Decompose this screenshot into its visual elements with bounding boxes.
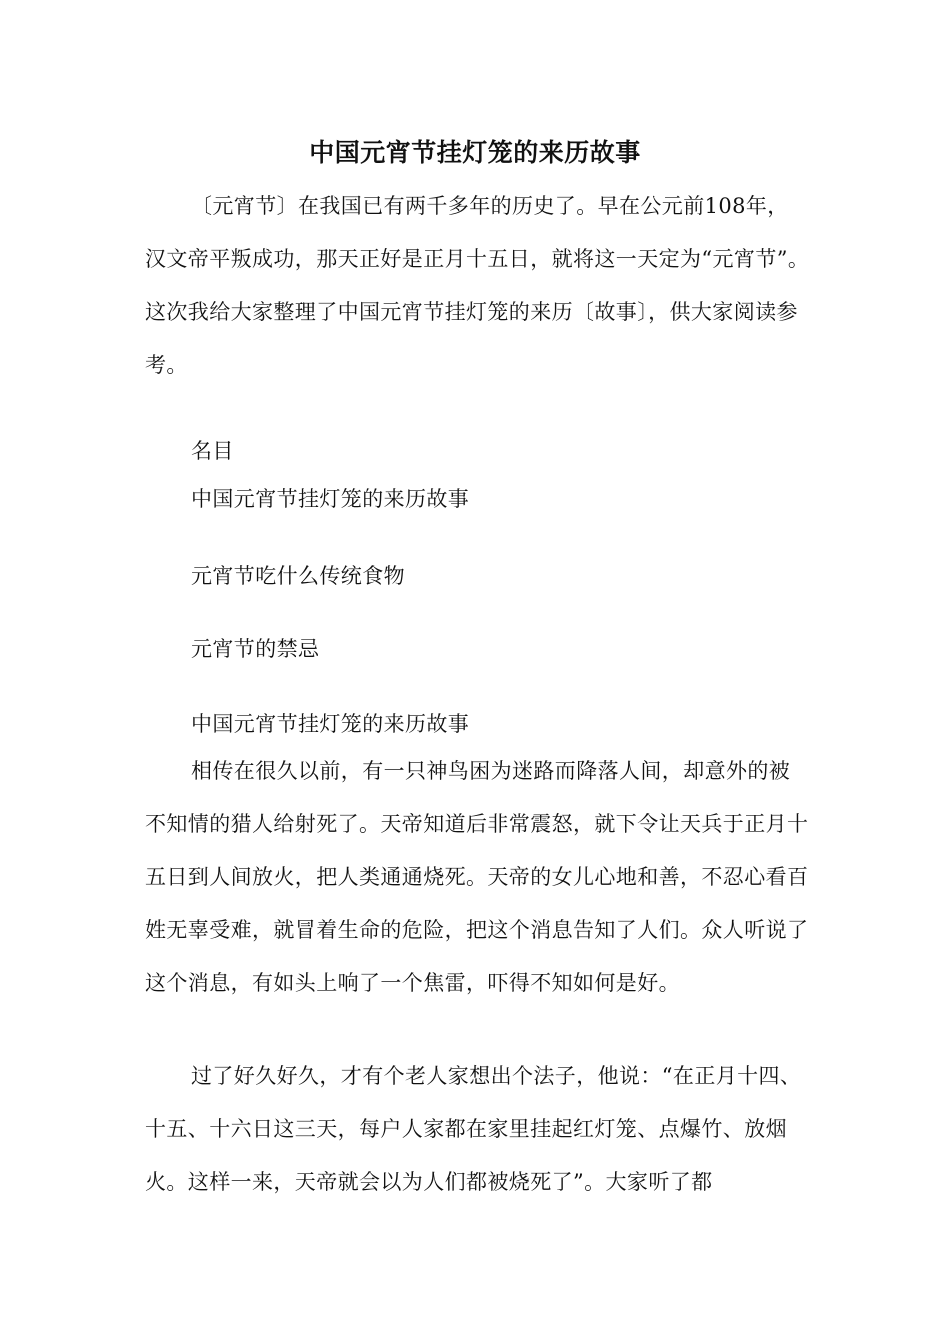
toc-item[interactable]: 元宵节的禁忌 — [191, 637, 320, 661]
toc-heading: 名目 — [191, 439, 234, 463]
section-heading: 中国元宵节挂灯笼的来历故事 — [191, 712, 470, 736]
document-title: 中国元宵节挂灯笼的来历故事 — [309, 138, 641, 167]
toc-item[interactable]: 元宵节吃什么传统食物 — [191, 564, 405, 588]
story-paragraph: 相传在很久以前，有一只神鸟困为迷路而降落人间，却意外的被不知情的猎人给射死了。天帝知道后非常震怒，就下令让天兵于正月十五日到人间放火，把人类通通烧死。天帝的女儿心地和善，不忍心看百姓无辜受难，就冒着生命的危险，把这个消息告知了人们。众人听说了这个消息，有如头上响了一个焦雷，吓得不知如何是好。 — [145, 759, 809, 995]
toc-item[interactable]: 中国元宵节挂灯笼的来历故事 — [191, 487, 470, 511]
story-paragraph: 过了好久好久，才有个老人家想出个法子，他说：“在正月十四、十五、十六日这三天，每户人家都在家里挂起红灯笼、点爆竹、放烟火。这样一来，天帝就会以为人们都被烧死了”。大家听了都 — [145, 1064, 802, 1194]
intro-paragraph: 〔元宵节〕在我国已有两千多年的历史了。早在公元前108年，汉文帝平叛成功，那天正好是正月十五日，就将这一天定为“元宵节”。这次我给大家整理了中国元宵节挂灯笼的来历〔故事〕，供大家阅读参考。 — [145, 194, 810, 377]
